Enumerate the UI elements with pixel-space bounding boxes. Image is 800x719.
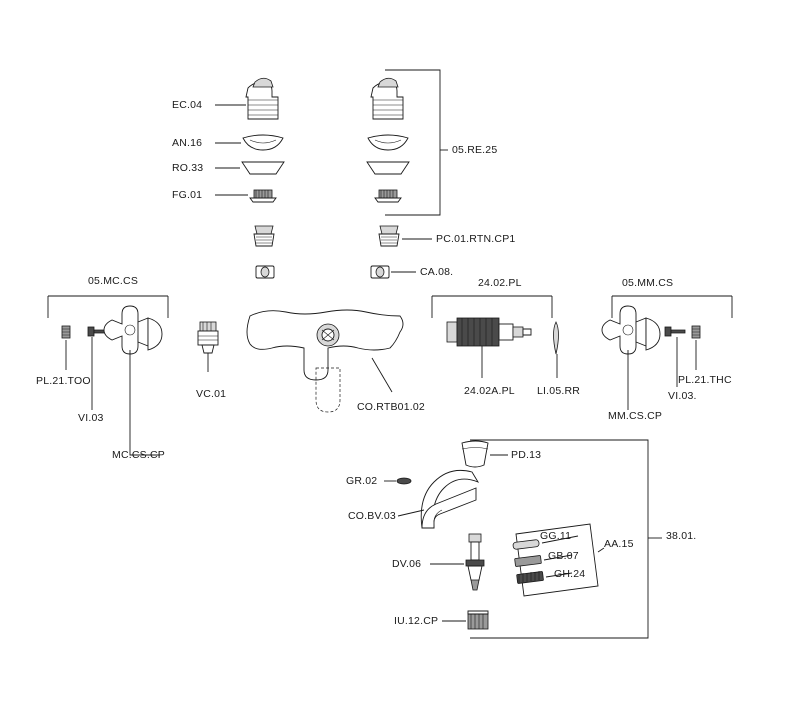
part-li05rr — [554, 322, 559, 354]
part-cobv03 — [421, 470, 478, 528]
label-pd13: PD.13 — [511, 449, 542, 461]
label-ca08: CA.08. — [420, 266, 454, 278]
label-ro33: RO.33 — [172, 162, 204, 174]
label-vi03-left: VI.03 — [78, 412, 104, 424]
label-fg01: FG.01 — [172, 189, 203, 201]
label-ec04: EC.04 — [172, 99, 203, 111]
label-gh24: GH.24 — [554, 568, 586, 580]
part-ca08-left — [256, 266, 274, 278]
part-pc01-right — [379, 226, 399, 246]
part-an16-right — [368, 135, 408, 150]
label-mccs: 05.MC.CS — [88, 275, 139, 287]
leader-cortb — [372, 358, 392, 392]
label-dv06: DV.06 — [392, 558, 422, 570]
label-gb07: GB.07 — [548, 550, 579, 562]
label-mmcscp: MM.CS.CP — [608, 410, 663, 422]
part-ec04-right — [371, 78, 403, 119]
bracket-2402pl — [432, 296, 552, 318]
part-ro33-right — [367, 162, 409, 174]
label-iu12cp: IU.12.CP — [394, 615, 439, 627]
label-cortb: CO.RTB01.02 — [357, 401, 425, 413]
part-an16-left — [243, 135, 283, 150]
part-pc01-left — [254, 226, 274, 246]
label-vi03-right: VI.03. — [668, 390, 697, 402]
part-ro33-left — [242, 162, 284, 174]
label-mmcs: 05.MM.CS — [622, 277, 674, 289]
label-aa15: AA.15 — [604, 538, 634, 550]
label-pl21thc: PL.21.THC — [678, 374, 732, 386]
leader-cobv03 — [398, 510, 424, 516]
part-fg01-right — [375, 190, 401, 202]
part-2402apl — [447, 318, 531, 346]
part-pl21thc — [692, 326, 700, 338]
label-li05rr: LI.05.RR — [537, 385, 581, 397]
label-cobv03: CO.BV.03 — [348, 510, 396, 522]
part-fg01-left — [250, 190, 276, 202]
label-2402pl: 24.02.PL — [478, 277, 522, 289]
label-pl21too: PL.21.TOO — [36, 375, 91, 387]
bracket-mccs — [48, 296, 168, 318]
part-iu12cp — [468, 611, 488, 629]
part-dv06 — [466, 534, 484, 590]
part-vc01 — [198, 322, 218, 353]
label-an16: AN.16 — [172, 137, 203, 149]
part-mmcscp — [602, 306, 660, 354]
label-gr02: GR.02 — [346, 475, 378, 487]
label-3801: 38.01. — [666, 530, 697, 542]
label-gg11: GG.11 — [540, 530, 572, 542]
label-re25: 05.RE.25 — [452, 144, 498, 156]
label-2402apl: 24.02A.PL — [464, 385, 515, 397]
part-vi03-right — [665, 327, 685, 336]
part-pl21too — [62, 326, 70, 338]
label-mccscp: MC.CS.CP — [112, 449, 165, 461]
part-mccscp — [104, 306, 162, 354]
part-cortb0102 — [247, 310, 403, 412]
label-vc01: VC.01 — [196, 388, 227, 400]
part-ca08-right — [371, 266, 389, 278]
label-pc01: PC.01.RTN.CP1 — [436, 233, 516, 245]
part-ec04-left — [246, 78, 278, 119]
part-gr02 — [397, 478, 411, 484]
leader-mccscp — [130, 350, 160, 455]
part-pd13 — [462, 441, 488, 467]
